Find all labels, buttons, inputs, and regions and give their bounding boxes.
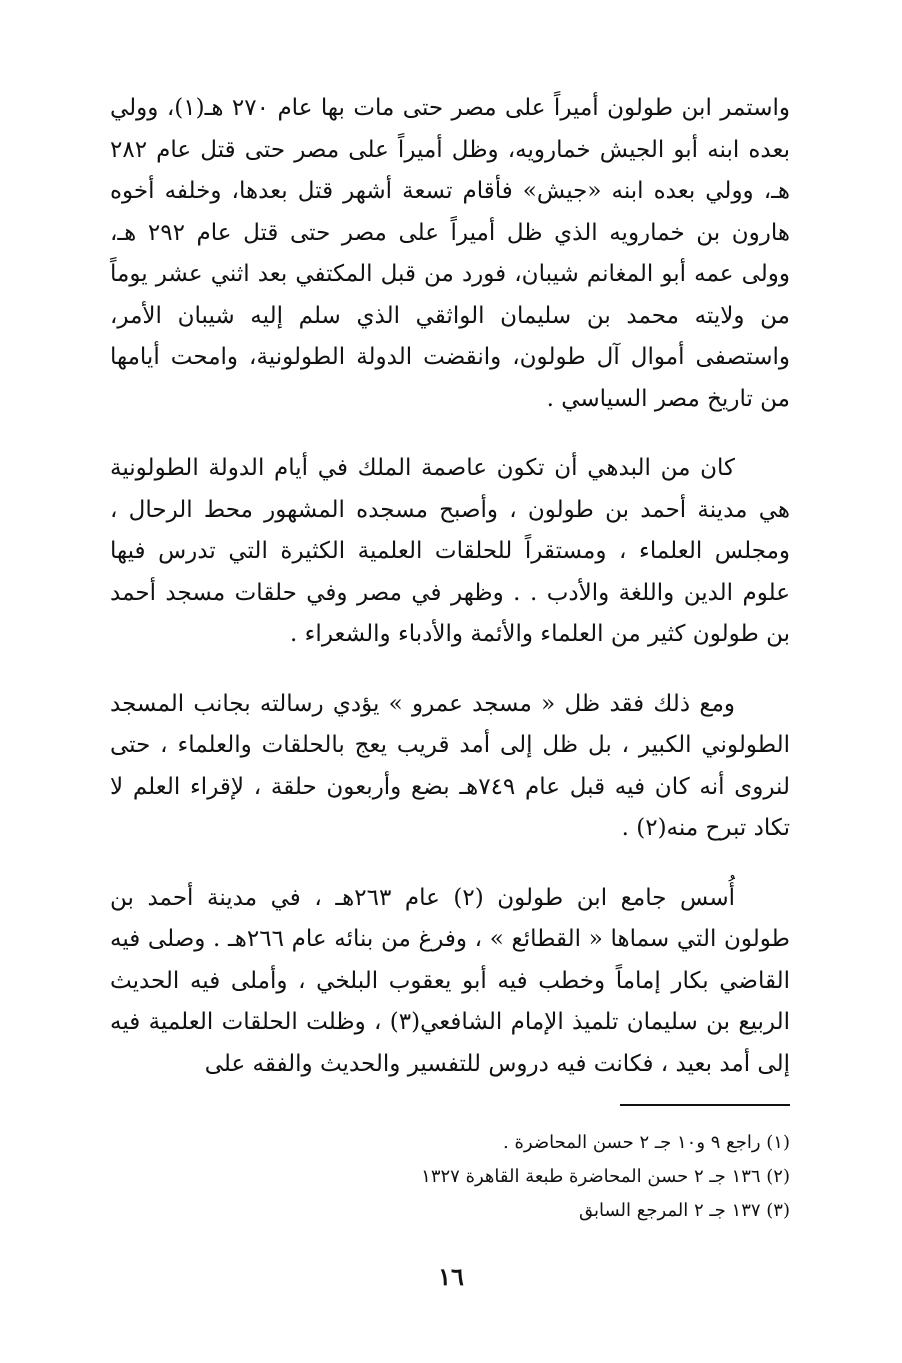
footnote-separator [620, 1104, 790, 1106]
paragraph-tulunid-succession: واستمر ابن طولون أميراً على مصر حتى مات بها عام ٢٧٠ هـ(١)، وولي بعده ابنه أبو الجيش خمارويه، وظل أميراً على مصر حتى قتل عام ٢٨٢ هـ، وولي بعده ابنه «جيش» فأقام تسعة أشهر قتل بعدها، وخلفه أخوه هارون بن خمارويه الذي ظل أميراً على مصر حتى قتل عام ٢٩٢ هـ، وولى عمه أبو المغانم شيبان، فورد من قبل المكتفي بعد اثني عشر يوماً من ولايته محمد بن سليمان الواثقي الذي سلم إليه شيبان الأمر، واستصفى أموال آل طولون، وانقضت الدولة الطولونية، وامحت أيامها من تاريخ مصر السياسي . [110, 95, 791, 412]
paragraph-amr-mosque: ومع ذلك فقد ظل « مسجد عمرو » يؤدي رسالته بجانب المسجد الطولوني الكبير ، بل ظل إلى أمد قريب يعج بالحلقات والعلماء ، حتى لنروى أنه كان فيه قبل عام ٧٤٩هـ بضع وأربعون حلقة ، لإقراء العلم لا تكاد تبرح منه(٢) . [110, 690, 790, 841]
footnote-1: (١) راجع ٩ و١٠ جـ ٢ حسن المحاضرة . [503, 1132, 790, 1153]
page-number: ١٦ [438, 1262, 464, 1291]
main-text [110, 88, 790, 1085]
paragraph-capital-city: كان من البدهي أن تكون عاصمة الملك في أيام الدولة الطولونية هي مدينة أحمد بن طولون ، وأصبح مسجده المشهور محط الرحال ، ومجلس العلماء ، ومستقراً للحلقات العلمية الكثيرة التي تدرس فيها علوم الدين واللغة والأدب . . وظهر في مصر وفي حلقات مسجد أحمد بن طولون كثير من العلماء والأئمة والأدباء والشعراء . [110, 455, 790, 647]
footnotes [110, 1126, 790, 1228]
footnote-3: (٣) ١٣٧ جـ ٢ المرجع السابق [578, 1200, 790, 1221]
paragraph-ibn-tulun-mosque: أُسس جامع ابن طولون (٢) عام ٢٦٣هـ ، في مدينة أحمد بن طولون التي سماها « القطائع » ، وفرغ من بنائه عام ٢٦٦هـ . وصلى فيه القاضي بكار إماماً وخطب فيه أبو يعقوب البلخي ، وأملى فيه الحديث الربيع بن سليمان تلميذ الإمام الشافعي(٣) ، وظلت الحلقات العلمية فيه إلى أمد بعيد ، فكانت فيه دروس للتفسير والحديث والفقه على [110, 884, 790, 1077]
footnote-2: (٢) ١٣٦ جـ ٢ حسن المحاضرة طبعة القاهرة ١٣٢٧ [421, 1166, 790, 1187]
